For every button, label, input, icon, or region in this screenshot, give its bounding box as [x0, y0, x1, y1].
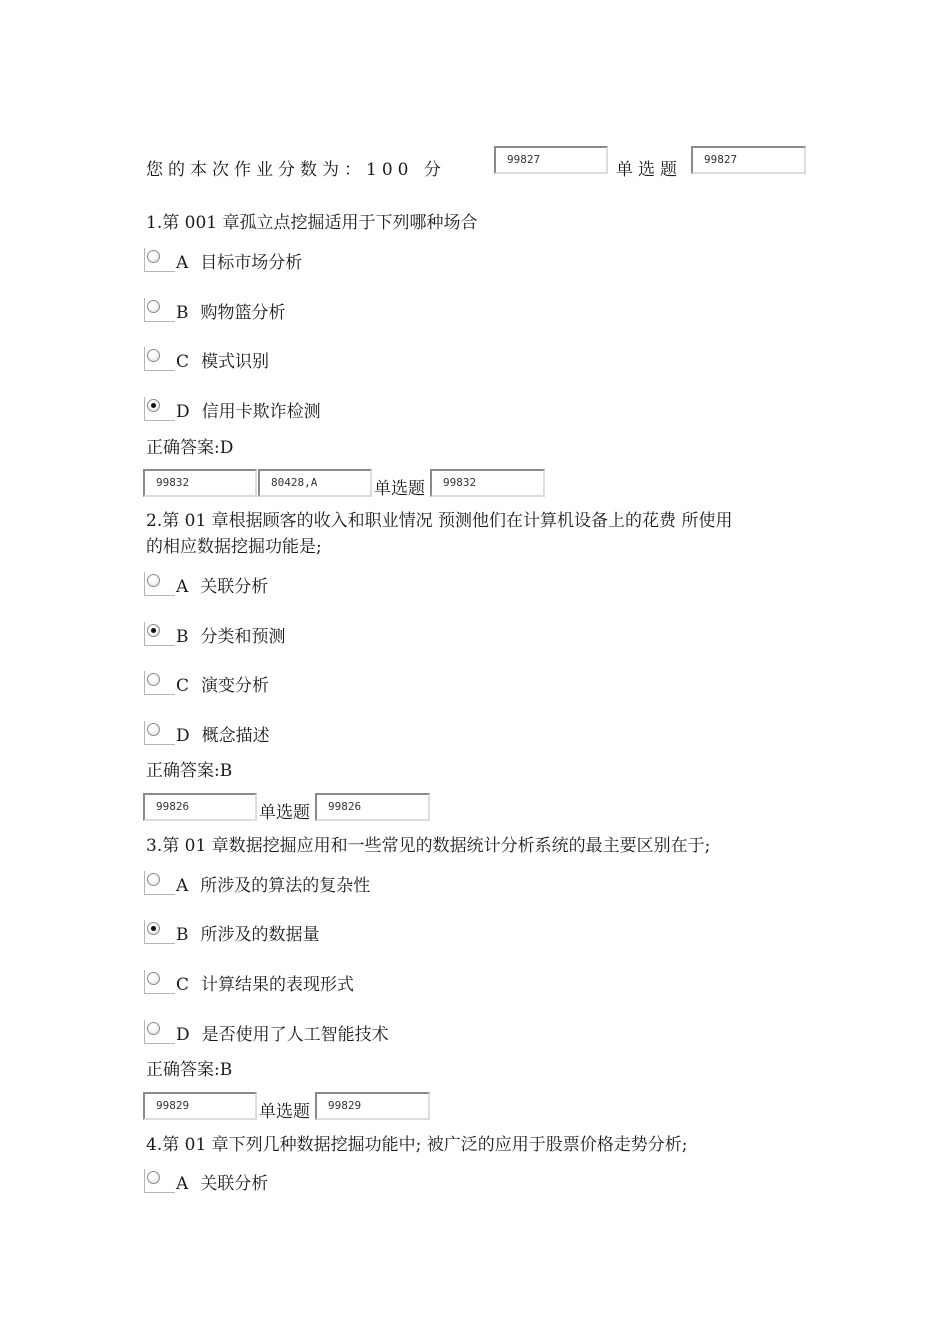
radio-selected-icon: [147, 922, 160, 935]
option-letter: A: [176, 1174, 189, 1194]
option-text: 概念描述: [201, 726, 270, 746]
q2-radio-c[interactable]: [144, 671, 175, 695]
option-text: 所涉及的数据量: [200, 925, 320, 945]
option-text: 信用卡欺诈检测: [201, 402, 321, 422]
option-letter: B: [176, 627, 189, 647]
option-text: 计算结果的表现形式: [201, 975, 355, 995]
q3-radio-a[interactable]: [144, 871, 175, 895]
q2-option-b: [176, 626, 286, 648]
question-1-answer: 正确答案:D: [146, 438, 234, 458]
q2-meta-box-3[interactable]: 99826: [315, 793, 430, 821]
radio-circle-icon: [147, 673, 160, 686]
radio-circle-icon: [147, 873, 160, 886]
q1-radio-d[interactable]: [144, 397, 175, 421]
q1-meta-box-3[interactable]: 99832: [430, 469, 545, 497]
option-letter: A: [176, 577, 189, 597]
option-text: 分类和预测: [200, 627, 286, 647]
q1-type-label: 单选题: [374, 479, 425, 499]
q4-option-a: [176, 1173, 268, 1195]
option-text: 关联分析: [200, 1174, 269, 1194]
q2-radio-b[interactable]: [144, 622, 175, 646]
option-letter: A: [176, 253, 189, 273]
question-2-title: 2.第 01 章根据顾客的收入和职业情况 预测他们在计算机设备上的花费 所使用: [146, 511, 733, 531]
q3-radio-b[interactable]: [144, 920, 175, 944]
question-4-title: 4.第 01 章下列几种数据挖掘功能中; 被广泛的应用于股票价格走势分析;: [146, 1135, 688, 1155]
option-letter: C: [176, 676, 190, 696]
q1-option-d: [176, 401, 321, 423]
question-2-title-line2: 的相应数据挖掘功能是;: [146, 537, 322, 557]
q1-option-a: [176, 252, 302, 274]
q2-option-a: [176, 576, 268, 598]
q2-meta-box-1[interactable]: 99826: [143, 793, 257, 821]
radio-circle-icon: [147, 1171, 160, 1184]
radio-circle-icon: [147, 1022, 160, 1035]
option-text: 是否使用了人工智能技术: [201, 1025, 389, 1045]
option-text: 关联分析: [200, 577, 269, 597]
radio-selected-icon: [147, 399, 160, 412]
header-id-box-1[interactable]: 99827: [494, 146, 608, 174]
q3-meta-box-3[interactable]: 99829: [315, 1092, 430, 1120]
option-letter: A: [176, 876, 189, 896]
radio-circle-icon: [147, 250, 160, 263]
question-1-title: 1.第 001 章孤立点挖掘适用于下列哪种场合: [146, 213, 478, 233]
q1-radio-b[interactable]: [144, 298, 175, 322]
option-text: 模式识别: [201, 352, 270, 372]
option-letter: B: [176, 925, 189, 945]
option-text: 所涉及的算法的复杂性: [200, 876, 371, 896]
option-text: 购物篮分析: [200, 303, 286, 323]
q3-meta-box-1[interactable]: 99829: [143, 1092, 257, 1120]
q3-type-label: 单选题: [259, 1102, 310, 1122]
q2-option-d: [176, 725, 270, 747]
radio-selected-icon: [147, 624, 160, 637]
radio-circle-icon: [147, 574, 160, 587]
option-letter: D: [176, 726, 190, 746]
q2-option-c: [176, 675, 269, 697]
q3-option-b: [176, 924, 320, 946]
option-letter: B: [176, 303, 189, 323]
question-3-answer: 正确答案:B: [146, 1060, 233, 1080]
q3-option-c: [176, 974, 354, 996]
q4-radio-a[interactable]: [144, 1169, 175, 1193]
q3-option-a: [176, 875, 370, 897]
header-id-box-2[interactable]: 99827: [691, 146, 806, 174]
q1-meta-box-1[interactable]: 99832: [143, 469, 257, 497]
radio-circle-icon: [147, 972, 160, 985]
q3-radio-d[interactable]: [144, 1020, 175, 1044]
header-type-label: 单选题: [616, 160, 682, 180]
radio-circle-icon: [147, 349, 160, 362]
option-text: 演变分析: [201, 676, 270, 696]
q2-radio-a[interactable]: [144, 572, 175, 596]
option-letter: C: [176, 975, 190, 995]
q1-radio-c[interactable]: [144, 347, 175, 371]
option-letter: C: [176, 352, 190, 372]
q2-radio-d[interactable]: [144, 721, 175, 745]
q1-radio-a[interactable]: [144, 248, 175, 272]
question-3-title: 3.第 01 章数据挖掘应用和一些常见的数据统计分析系统的最主要区别在于;: [146, 836, 711, 856]
q2-type-label: 单选题: [259, 803, 310, 823]
option-letter: D: [176, 1025, 190, 1045]
question-2-answer: 正确答案:B: [146, 761, 233, 781]
q1-option-c: [176, 351, 269, 373]
option-text: 目标市场分析: [200, 253, 303, 273]
score-label: 您的本次作业分数为：100 分: [146, 160, 446, 180]
q3-radio-c[interactable]: [144, 970, 175, 994]
option-letter: D: [176, 402, 190, 422]
q1-option-b: [176, 302, 286, 324]
q3-option-d: [176, 1024, 389, 1046]
radio-circle-icon: [147, 723, 160, 736]
radio-circle-icon: [147, 300, 160, 313]
q1-meta-box-2[interactable]: 80428,A: [258, 469, 372, 497]
